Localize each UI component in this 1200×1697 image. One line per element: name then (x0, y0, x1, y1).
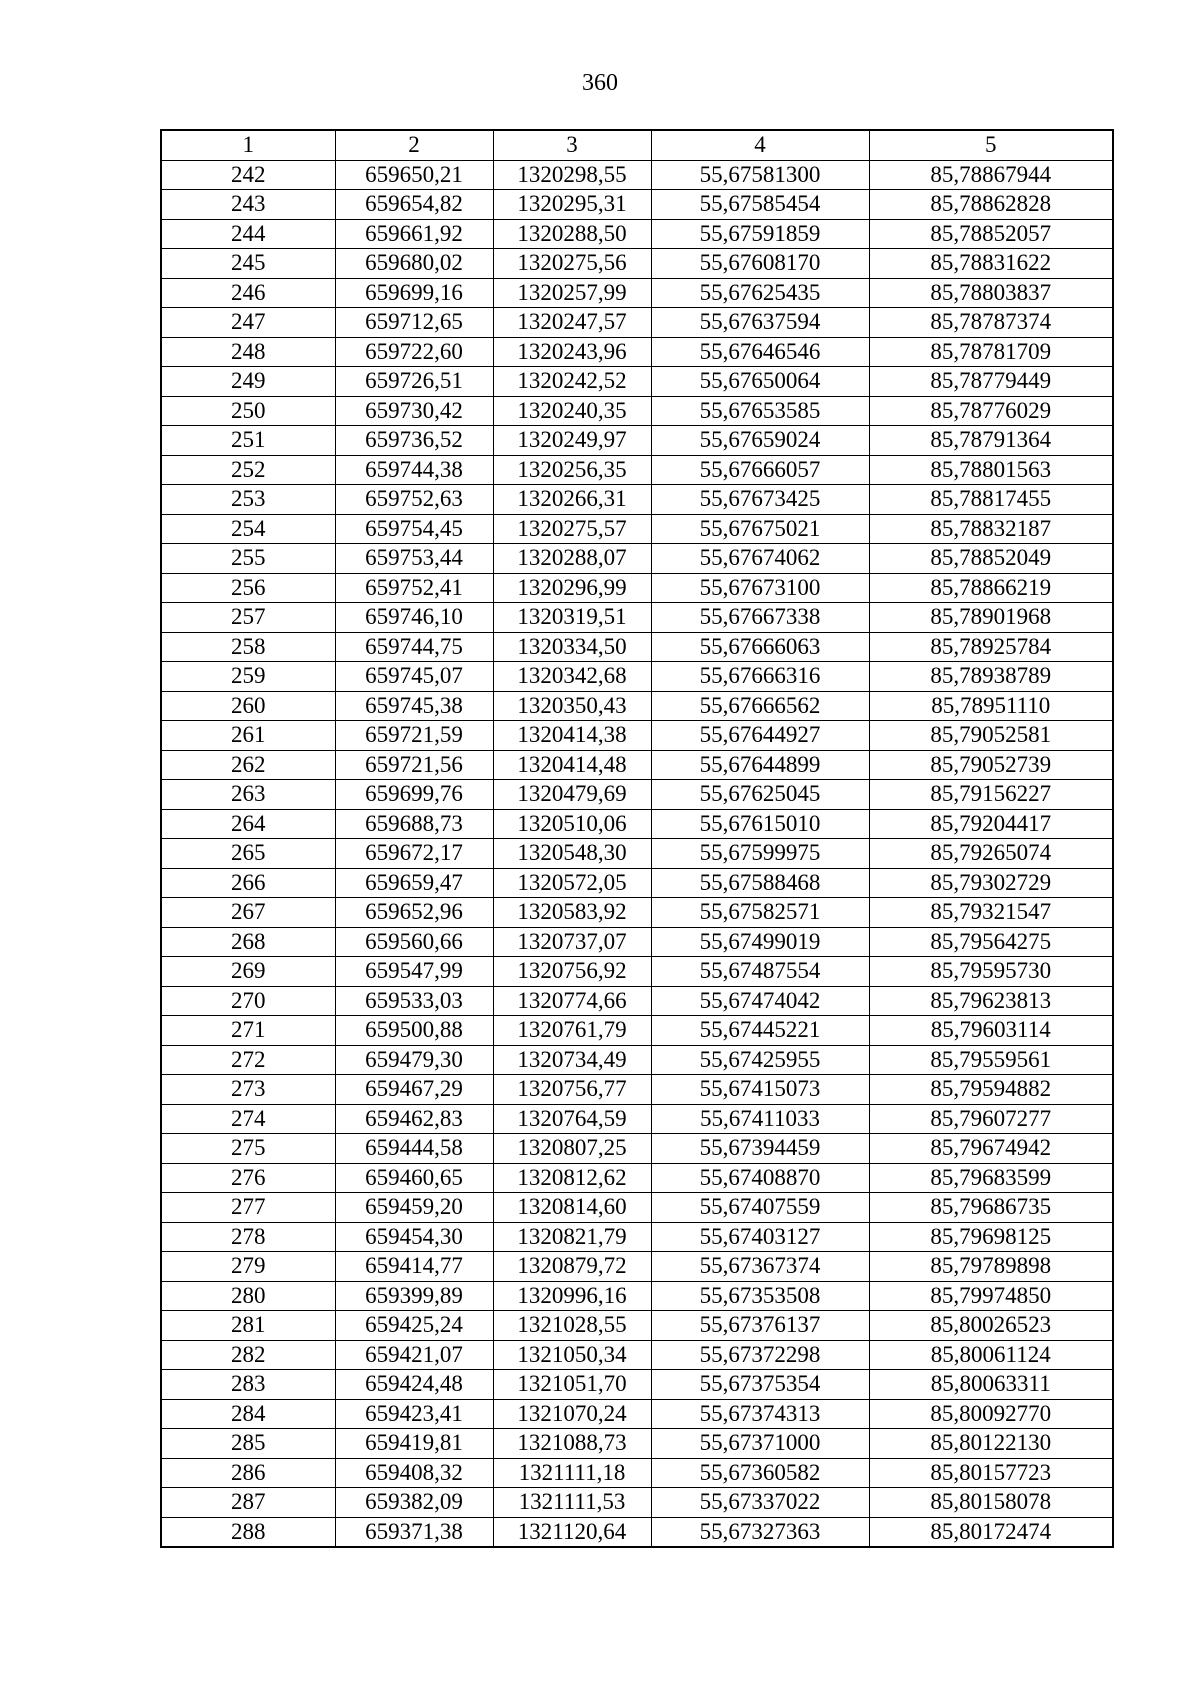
page-number: 360 (582, 70, 618, 96)
table-cell-col-2: 659712,65 (335, 308, 493, 338)
table-cell-col-3: 1320243,96 (493, 337, 651, 367)
table-cell-col-3: 1320764,59 (493, 1104, 651, 1134)
table-cell-col-1: 259 (161, 662, 335, 692)
table-cell-col-2: 659721,59 (335, 721, 493, 751)
coordinates-table (160, 129, 1114, 1548)
table-cell-col-3: 1320734,49 (493, 1045, 651, 1075)
table-cell-col-5: 85,79683599 (869, 1163, 1113, 1193)
table-cell-col-1: 273 (161, 1075, 335, 1105)
table-cell-col-3: 1321028,55 (493, 1311, 651, 1341)
table-cell-col-4: 55,67415073 (651, 1075, 869, 1105)
table-cell-col-2: 659744,75 (335, 632, 493, 662)
table-row (161, 1193, 1113, 1223)
table-cell-col-1: 276 (161, 1163, 335, 1193)
table-cell-col-5: 85,79594882 (869, 1075, 1113, 1105)
table-cell-col-5: 85,79698125 (869, 1222, 1113, 1252)
table-cell-col-4: 55,67644899 (651, 750, 869, 780)
table-cell-col-5: 85,78803837 (869, 278, 1113, 308)
table-cell-col-5: 85,78832187 (869, 514, 1113, 544)
table-cell-col-5: 85,78938789 (869, 662, 1113, 692)
column-header-3: 3 (493, 130, 651, 160)
table-row (161, 396, 1113, 426)
table-cell-col-2: 659467,29 (335, 1075, 493, 1105)
table-cell-col-2: 659744,38 (335, 455, 493, 485)
table-cell-col-2: 659745,38 (335, 691, 493, 721)
table-cell-col-1: 253 (161, 485, 335, 515)
table-cell-col-3: 1321051,70 (493, 1370, 651, 1400)
table-cell-col-2: 659408,32 (335, 1458, 493, 1488)
table-row (161, 721, 1113, 751)
table-cell-col-3: 1320249,97 (493, 426, 651, 456)
table-cell-col-1: 247 (161, 308, 335, 338)
table-cell-col-4: 55,67327363 (651, 1517, 869, 1547)
table-cell-col-4: 55,67582571 (651, 898, 869, 928)
table-row (161, 1429, 1113, 1459)
table-cell-col-1: 257 (161, 603, 335, 633)
table-row (161, 544, 1113, 574)
table-cell-col-1: 274 (161, 1104, 335, 1134)
table-cell-col-3: 1320414,48 (493, 750, 651, 780)
table-cell-col-4: 55,67445221 (651, 1016, 869, 1046)
table-cell-col-3: 1320807,25 (493, 1134, 651, 1164)
table-row (161, 367, 1113, 397)
table-cell-col-5: 85,79789898 (869, 1252, 1113, 1282)
table-cell-col-4: 55,67474042 (651, 986, 869, 1016)
table-cell-col-2: 659699,16 (335, 278, 493, 308)
table-cell-col-5: 85,79686735 (869, 1193, 1113, 1223)
table-cell-col-1: 251 (161, 426, 335, 456)
table-cell-col-4: 55,67360582 (651, 1458, 869, 1488)
table-cell-col-4: 55,67650064 (651, 367, 869, 397)
table-cell-col-1: 278 (161, 1222, 335, 1252)
table-cell-col-2: 659754,45 (335, 514, 493, 544)
table-row (161, 1045, 1113, 1075)
table-cell-col-5: 85,78852057 (869, 219, 1113, 249)
table-cell-col-3: 1320812,62 (493, 1163, 651, 1193)
table-cell-col-5: 85,79156227 (869, 780, 1113, 810)
table-cell-col-1: 243 (161, 190, 335, 220)
table-cell-col-4: 55,67666316 (651, 662, 869, 692)
table-row (161, 249, 1113, 279)
table-cell-col-1: 254 (161, 514, 335, 544)
table-cell-col-2: 659533,03 (335, 986, 493, 1016)
table-cell-col-4: 55,67375354 (651, 1370, 869, 1400)
table-cell-col-4: 55,67425955 (651, 1045, 869, 1075)
table-cell-col-2: 659688,73 (335, 809, 493, 839)
table-cell-col-5: 85,79265074 (869, 839, 1113, 869)
table-cell-col-2: 659419,81 (335, 1429, 493, 1459)
table-cell-col-3: 1320319,51 (493, 603, 651, 633)
table-cell-col-1: 258 (161, 632, 335, 662)
table-cell-col-5: 85,79302729 (869, 868, 1113, 898)
table-cell-col-5: 85,80026523 (869, 1311, 1113, 1341)
table-cell-col-2: 659462,83 (335, 1104, 493, 1134)
table-cell-col-3: 1320275,56 (493, 249, 651, 279)
table-cell-col-2: 659699,76 (335, 780, 493, 810)
table-cell-col-4: 55,67337022 (651, 1488, 869, 1518)
table-cell-col-4: 55,67374313 (651, 1399, 869, 1429)
table-cell-col-5: 85,79564275 (869, 927, 1113, 957)
table-row (161, 219, 1113, 249)
table-cell-col-3: 1320510,06 (493, 809, 651, 839)
table-row (161, 160, 1113, 190)
table-cell-col-2: 659736,52 (335, 426, 493, 456)
table-cell-col-1: 252 (161, 455, 335, 485)
table-cell-col-3: 1320334,50 (493, 632, 651, 662)
table-cell-col-5: 85,80172474 (869, 1517, 1113, 1547)
table-cell-col-5: 85,78801563 (869, 455, 1113, 485)
table-cell-col-2: 659560,66 (335, 927, 493, 957)
table-cell-col-3: 1320298,55 (493, 160, 651, 190)
table-cell-col-4: 55,67666063 (651, 632, 869, 662)
table-cell-col-4: 55,67599975 (651, 839, 869, 869)
table-cell-col-4: 55,67674062 (651, 544, 869, 574)
table-row (161, 1252, 1113, 1282)
table-cell-col-5: 85,78866219 (869, 573, 1113, 603)
table-cell-col-1: 248 (161, 337, 335, 367)
table-cell-col-1: 272 (161, 1045, 335, 1075)
table-cell-col-4: 55,67667338 (651, 603, 869, 633)
table-cell-col-4: 55,67608170 (651, 249, 869, 279)
table-cell-col-3: 1320756,92 (493, 957, 651, 987)
table-cell-col-1: 284 (161, 1399, 335, 1429)
table-cell-col-2: 659745,07 (335, 662, 493, 692)
table-row (161, 809, 1113, 839)
table-cell-col-4: 55,67588468 (651, 868, 869, 898)
table-row (161, 1517, 1113, 1547)
table-cell-col-5: 85,78925784 (869, 632, 1113, 662)
table-cell-col-4: 55,67407559 (651, 1193, 869, 1223)
table-cell-col-4: 55,67403127 (651, 1222, 869, 1252)
table-cell-col-1: 268 (161, 927, 335, 957)
table-cell-col-5: 85,78862828 (869, 190, 1113, 220)
table-cell-col-1: 281 (161, 1311, 335, 1341)
table-cell-col-3: 1321111,18 (493, 1458, 651, 1488)
table-row (161, 190, 1113, 220)
table-cell-col-2: 659423,41 (335, 1399, 493, 1429)
table-cell-col-2: 659479,30 (335, 1045, 493, 1075)
table-cell-col-5: 85,79674942 (869, 1134, 1113, 1164)
table-cell-col-5: 85,78779449 (869, 367, 1113, 397)
table-cell-col-5: 85,80063311 (869, 1370, 1113, 1400)
table-cell-col-2: 659726,51 (335, 367, 493, 397)
table-cell-col-5: 85,79052581 (869, 721, 1113, 751)
table-row (161, 426, 1113, 456)
table-row (161, 898, 1113, 928)
table-cell-col-4: 55,67673425 (651, 485, 869, 515)
table-cell-col-1: 263 (161, 780, 335, 810)
table-row (161, 1163, 1113, 1193)
table-cell-col-3: 1320737,07 (493, 927, 651, 957)
table-cell-col-3: 1320275,57 (493, 514, 651, 544)
table-cell-col-2: 659730,42 (335, 396, 493, 426)
table-cell-col-3: 1320240,35 (493, 396, 651, 426)
table-cell-col-3: 1320256,35 (493, 455, 651, 485)
table-row (161, 927, 1113, 957)
table-cell-col-2: 659650,21 (335, 160, 493, 190)
table-cell-col-2: 659721,56 (335, 750, 493, 780)
table-cell-col-4: 55,67666562 (651, 691, 869, 721)
table-cell-col-5: 85,80122130 (869, 1429, 1113, 1459)
table-row (161, 1281, 1113, 1311)
table-cell-col-3: 1321111,53 (493, 1488, 651, 1518)
table-cell-col-4: 55,67615010 (651, 809, 869, 839)
table-cell-col-1: 250 (161, 396, 335, 426)
table-cell-col-4: 55,67644927 (651, 721, 869, 751)
table-cell-col-3: 1320296,99 (493, 573, 651, 603)
table-cell-col-3: 1320479,69 (493, 780, 651, 810)
table-cell-col-4: 55,67353508 (651, 1281, 869, 1311)
table-row (161, 780, 1113, 810)
table-cell-col-3: 1320257,99 (493, 278, 651, 308)
table-row (161, 485, 1113, 515)
table-cell-col-3: 1320288,50 (493, 219, 651, 249)
table-cell-col-2: 659746,10 (335, 603, 493, 633)
table-row (161, 1016, 1113, 1046)
table-row (161, 839, 1113, 869)
table-cell-col-2: 659752,63 (335, 485, 493, 515)
table-cell-col-1: 283 (161, 1370, 335, 1400)
table-row (161, 573, 1113, 603)
table-cell-col-4: 55,67367374 (651, 1252, 869, 1282)
table-cell-col-1: 271 (161, 1016, 335, 1046)
table-cell-col-3: 1320247,57 (493, 308, 651, 338)
table-cell-col-1: 280 (161, 1281, 335, 1311)
table-cell-col-5: 85,78867944 (869, 160, 1113, 190)
table-cell-col-1: 288 (161, 1517, 335, 1547)
table-cell-col-1: 255 (161, 544, 335, 574)
table-cell-col-2: 659722,60 (335, 337, 493, 367)
table-cell-col-5: 85,80158078 (869, 1488, 1113, 1518)
table-row (161, 1399, 1113, 1429)
table-cell-col-1: 267 (161, 898, 335, 928)
table-cell-col-5: 85,78781709 (869, 337, 1113, 367)
table-cell-col-3: 1320288,07 (493, 544, 651, 574)
column-header-4: 4 (651, 130, 869, 160)
table-row (161, 1488, 1113, 1518)
table-cell-col-1: 277 (161, 1193, 335, 1223)
table-cell-col-1: 262 (161, 750, 335, 780)
table-row (161, 1370, 1113, 1400)
table-cell-col-2: 659672,17 (335, 839, 493, 869)
table-row (161, 662, 1113, 692)
table-cell-col-3: 1320266,31 (493, 485, 651, 515)
table-row (161, 750, 1113, 780)
table-cell-col-1: 269 (161, 957, 335, 987)
table-cell-col-4: 55,67585454 (651, 190, 869, 220)
table-cell-col-5: 85,80092770 (869, 1399, 1113, 1429)
table-cell-col-1: 287 (161, 1488, 335, 1518)
table-cell-col-2: 659500,88 (335, 1016, 493, 1046)
table-cell-col-2: 659444,58 (335, 1134, 493, 1164)
table-row (161, 514, 1113, 544)
table-cell-col-5: 85,78791364 (869, 426, 1113, 456)
table-row (161, 455, 1113, 485)
table-cell-col-2: 659460,65 (335, 1163, 493, 1193)
table-cell-col-1: 249 (161, 367, 335, 397)
table-cell-col-1: 279 (161, 1252, 335, 1282)
table-cell-col-2: 659753,44 (335, 544, 493, 574)
table-cell-col-2: 659659,47 (335, 868, 493, 898)
table-cell-col-3: 1320295,31 (493, 190, 651, 220)
column-header-5: 5 (869, 130, 1113, 160)
table-cell-col-1: 286 (161, 1458, 335, 1488)
column-header-2: 2 (335, 130, 493, 160)
table-cell-col-5: 85,80061124 (869, 1340, 1113, 1370)
table-cell-col-1: 245 (161, 249, 335, 279)
table-cell-col-3: 1320814,60 (493, 1193, 651, 1223)
table-cell-col-1: 244 (161, 219, 335, 249)
table-row (161, 1311, 1113, 1341)
table-row (161, 603, 1113, 633)
table-row (161, 1458, 1113, 1488)
table-cell-col-5: 85,79052739 (869, 750, 1113, 780)
table-cell-col-4: 55,67673100 (651, 573, 869, 603)
table-cell-col-4: 55,67659024 (651, 426, 869, 456)
table-row (161, 1134, 1113, 1164)
table-cell-col-3: 1320761,79 (493, 1016, 651, 1046)
table-row (161, 1340, 1113, 1370)
table-cell-col-2: 659459,20 (335, 1193, 493, 1223)
table-cell-col-3: 1320774,66 (493, 986, 651, 1016)
table-cell-col-3: 1321050,34 (493, 1340, 651, 1370)
table-cell-col-3: 1320756,77 (493, 1075, 651, 1105)
table-cell-col-5: 85,79603114 (869, 1016, 1113, 1046)
table-header-row (161, 130, 1113, 160)
table-cell-col-5: 85,78852049 (869, 544, 1113, 574)
table-cell-col-2: 659680,02 (335, 249, 493, 279)
table-cell-col-4: 55,67376137 (651, 1311, 869, 1341)
table-row (161, 1104, 1113, 1134)
table-cell-col-2: 659661,92 (335, 219, 493, 249)
table-cell-col-4: 55,67646546 (651, 337, 869, 367)
table-cell-col-4: 55,67372298 (651, 1340, 869, 1370)
table-cell-col-2: 659425,24 (335, 1311, 493, 1341)
table-cell-col-5: 85,78817455 (869, 485, 1113, 515)
table-cell-col-1: 260 (161, 691, 335, 721)
table-cell-col-5: 85,79607277 (869, 1104, 1113, 1134)
table-row (161, 868, 1113, 898)
table-cell-col-5: 85,78951110 (869, 691, 1113, 721)
table-cell-col-5: 85,78776029 (869, 396, 1113, 426)
table-cell-col-3: 1321070,24 (493, 1399, 651, 1429)
table-row (161, 986, 1113, 1016)
table-cell-col-2: 659652,96 (335, 898, 493, 928)
table-cell-col-2: 659752,41 (335, 573, 493, 603)
table-cell-col-1: 282 (161, 1340, 335, 1370)
table-cell-col-3: 1320583,92 (493, 898, 651, 928)
table-cell-col-4: 55,67625045 (651, 780, 869, 810)
table-cell-col-1: 246 (161, 278, 335, 308)
table-cell-col-4: 55,67411033 (651, 1104, 869, 1134)
table-row (161, 278, 1113, 308)
table-cell-col-2: 659382,09 (335, 1488, 493, 1518)
table-cell-col-2: 659454,30 (335, 1222, 493, 1252)
table-cell-col-2: 659654,82 (335, 190, 493, 220)
table-cell-col-1: 261 (161, 721, 335, 751)
table-cell-col-5: 85,78831622 (869, 249, 1113, 279)
table-cell-col-2: 659399,89 (335, 1281, 493, 1311)
table-cell-col-4: 55,67653585 (651, 396, 869, 426)
table-cell-col-4: 55,67637594 (651, 308, 869, 338)
table-cell-col-3: 1320242,52 (493, 367, 651, 397)
table-cell-col-5: 85,79559561 (869, 1045, 1113, 1075)
table-cell-col-3: 1321120,64 (493, 1517, 651, 1547)
column-header-1: 1 (161, 130, 335, 160)
table-cell-col-4: 55,67581300 (651, 160, 869, 190)
table-cell-col-1: 285 (161, 1429, 335, 1459)
table-row (161, 957, 1113, 987)
table-cell-col-2: 659547,99 (335, 957, 493, 987)
table-cell-col-4: 55,67666057 (651, 455, 869, 485)
table-cell-col-3: 1320996,16 (493, 1281, 651, 1311)
table-cell-col-3: 1320879,72 (493, 1252, 651, 1282)
table-cell-col-1: 265 (161, 839, 335, 869)
table-row (161, 1075, 1113, 1105)
table-cell-col-4: 55,67487554 (651, 957, 869, 987)
table-cell-col-3: 1320342,68 (493, 662, 651, 692)
table-cell-col-2: 659421,07 (335, 1340, 493, 1370)
table-cell-col-3: 1320821,79 (493, 1222, 651, 1252)
table-cell-col-1: 270 (161, 986, 335, 1016)
table-cell-col-2: 659424,48 (335, 1370, 493, 1400)
table-cell-col-4: 55,67499019 (651, 927, 869, 957)
table-cell-col-1: 275 (161, 1134, 335, 1164)
table-body (161, 160, 1113, 1547)
table-cell-col-5: 85,79974850 (869, 1281, 1113, 1311)
table-cell-col-5: 85,78901968 (869, 603, 1113, 633)
table-cell-col-3: 1321088,73 (493, 1429, 651, 1459)
table-cell-col-4: 55,67371000 (651, 1429, 869, 1459)
table-cell-col-4: 55,67408870 (651, 1163, 869, 1193)
table-cell-col-4: 55,67675021 (651, 514, 869, 544)
table-cell-col-5: 85,80157723 (869, 1458, 1113, 1488)
table-cell-col-1: 256 (161, 573, 335, 603)
table-cell-col-5: 85,78787374 (869, 308, 1113, 338)
table-cell-col-3: 1320548,30 (493, 839, 651, 869)
table-cell-col-1: 264 (161, 809, 335, 839)
table-row (161, 691, 1113, 721)
table-cell-col-1: 242 (161, 160, 335, 190)
table-row (161, 308, 1113, 338)
table-cell-col-5: 85,79623813 (869, 986, 1113, 1016)
table-cell-col-5: 85,79204417 (869, 809, 1113, 839)
table-row (161, 632, 1113, 662)
table-row (161, 337, 1113, 367)
table-cell-col-3: 1320572,05 (493, 868, 651, 898)
table-cell-col-3: 1320414,38 (493, 721, 651, 751)
table-cell-col-4: 55,67625435 (651, 278, 869, 308)
table-row (161, 1222, 1113, 1252)
table-cell-col-5: 85,79595730 (869, 957, 1113, 987)
table-cell-col-3: 1320350,43 (493, 691, 651, 721)
table-cell-col-4: 55,67591859 (651, 219, 869, 249)
table-cell-col-2: 659371,38 (335, 1517, 493, 1547)
table-cell-col-2: 659414,77 (335, 1252, 493, 1282)
table-cell-col-5: 85,79321547 (869, 898, 1113, 928)
table-cell-col-1: 266 (161, 868, 335, 898)
table-cell-col-4: 55,67394459 (651, 1134, 869, 1164)
